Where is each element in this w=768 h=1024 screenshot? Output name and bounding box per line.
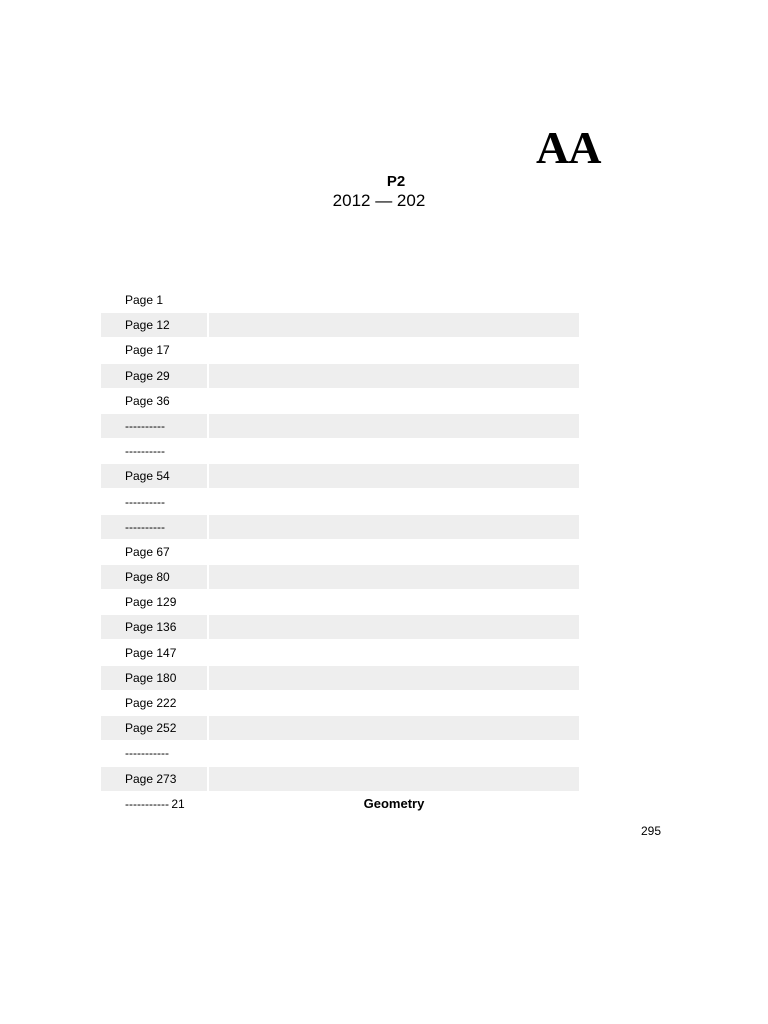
column-divider <box>579 691 581 715</box>
logo: AA <box>536 122 601 173</box>
column-divider <box>579 565 581 589</box>
toc-title <box>209 515 579 539</box>
table-row <box>101 590 667 615</box>
column-divider <box>579 716 581 740</box>
toc-page: Page 1 <box>125 293 164 307</box>
column-divider <box>579 792 581 816</box>
toc-title <box>209 666 579 690</box>
toc-page: Page 273 <box>101 767 187 791</box>
table-row <box>101 313 667 338</box>
toc-page: Page 222 <box>125 696 177 710</box>
document-subtitle: P2 <box>386 173 406 190</box>
column-divider <box>579 767 581 791</box>
column-divider <box>579 338 581 362</box>
table-row <box>101 792 667 817</box>
toc-page: Page 17 <box>125 343 170 358</box>
toc-page: Page 80 <box>101 565 187 589</box>
toc-title <box>209 439 579 463</box>
table-row <box>101 515 667 540</box>
toc-title <box>209 615 579 639</box>
column-divider <box>579 666 581 690</box>
column-divider <box>579 615 581 639</box>
toc-page: Page 29 <box>101 364 187 388</box>
toc-title <box>209 414 579 438</box>
table-row <box>101 338 667 363</box>
toc-title: Geometry <box>363 796 425 812</box>
toc-title <box>209 716 579 740</box>
column-divider <box>579 313 581 337</box>
table-row <box>101 741 667 766</box>
toc-page: ----------- <box>125 796 169 811</box>
table-row <box>101 414 667 439</box>
column-divider <box>579 741 581 765</box>
toc-page: Page 252 <box>101 716 187 740</box>
toc-title <box>209 338 579 362</box>
toc-page: Page 54 <box>101 464 187 488</box>
table-of-contents <box>101 288 667 817</box>
toc-title <box>209 565 579 589</box>
table-row <box>101 540 667 565</box>
toc-title <box>209 364 579 388</box>
column-divider <box>579 641 581 665</box>
table-row <box>101 364 667 389</box>
toc-title <box>209 490 579 514</box>
table-row <box>101 666 667 691</box>
table-row <box>101 439 667 464</box>
table-row <box>101 767 667 792</box>
toc-number: 21 <box>171 796 185 811</box>
toc-page: ----------- <box>125 746 169 761</box>
toc-tail-page-number: 295 <box>641 824 662 838</box>
column-divider <box>579 439 581 463</box>
toc-title <box>209 288 579 312</box>
column-divider <box>579 540 581 564</box>
toc-page: ---------- <box>101 515 187 539</box>
toc-title <box>209 767 579 791</box>
column-divider <box>579 515 581 539</box>
toc-page: Page 147 <box>125 645 177 660</box>
toc-page: Page 136 <box>101 615 187 639</box>
document-years: 2012 — 202 <box>332 191 426 210</box>
toc-page: Page 36 <box>125 393 170 408</box>
toc-page: ---------- <box>101 414 187 438</box>
toc-title <box>209 313 579 337</box>
table-row <box>101 565 667 590</box>
toc-title <box>209 389 579 413</box>
table-row <box>101 389 667 414</box>
table-row <box>101 615 667 640</box>
toc-title <box>209 741 579 765</box>
toc-title <box>209 590 579 614</box>
table-row <box>101 490 667 515</box>
toc-page: ---------- <box>125 494 165 509</box>
toc-title <box>209 464 579 488</box>
column-divider <box>579 288 581 312</box>
table-row <box>101 288 667 313</box>
toc-title <box>209 691 579 715</box>
toc-page: ---------- <box>125 444 165 459</box>
column-divider <box>579 464 581 488</box>
column-divider <box>579 490 581 514</box>
column-divider <box>579 364 581 388</box>
toc-page: Page 12 <box>101 313 187 337</box>
column-divider <box>579 389 581 413</box>
toc-page: Page 67 <box>125 544 170 559</box>
table-row <box>101 691 667 716</box>
table-row <box>101 464 667 489</box>
toc-title <box>209 540 579 564</box>
table-row <box>101 716 667 741</box>
column-divider <box>579 414 581 438</box>
toc-title <box>209 641 579 665</box>
column-divider <box>579 590 581 614</box>
table-row <box>101 641 667 666</box>
toc-page: Page 129 <box>125 595 177 610</box>
toc-page: Page 180 <box>101 666 187 690</box>
